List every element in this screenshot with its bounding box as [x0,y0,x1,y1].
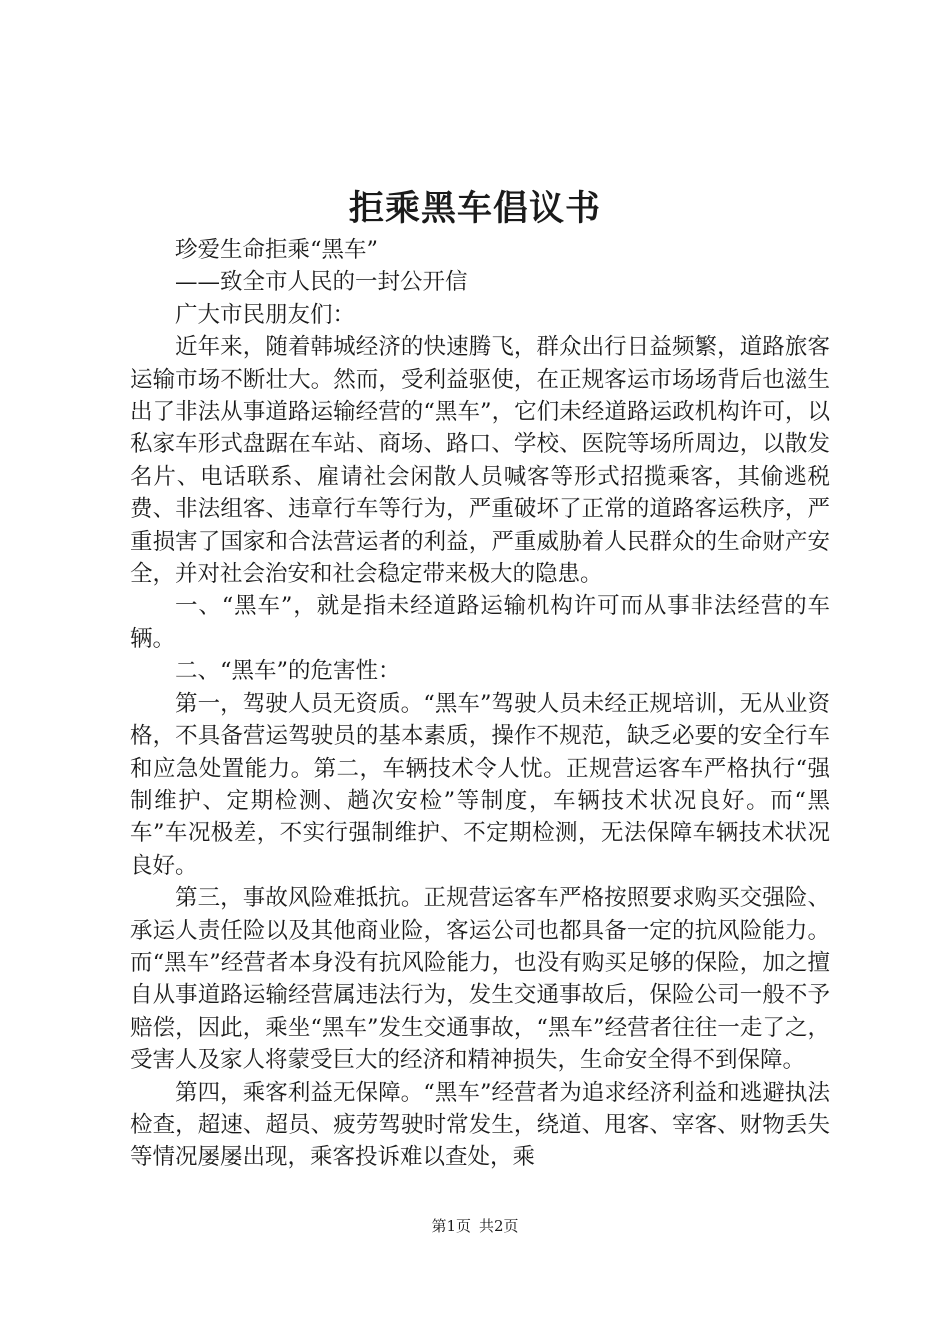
paragraph-hazard-1-2: 第一，驾驶人员无资质。“黑车”驾驶人员未经正规培训，无从业资格，不具备营运驾驶员的基本素质，操作不规范，缺乏必要的安全行车和应急处置能力。第二，车辆技术令人忧。正规营运客车严格执行“强制维护、定期检测、趟次安检”等制度，车辆技术状况良好。而“黑车”车况极差，不实行强制维护、不定期检测，无法保障车辆技术状况良好。 [130,690,830,879]
document-title: 拒乘黑车倡议书 [348,188,601,229]
salutation: 广大市民朋友们： [175,301,356,328]
page-total: 共2页 [479,1217,519,1235]
subtitle-line: 珍爱生命拒乘“黑车” [175,237,379,263]
page-footer [0,1216,950,1236]
paragraph-hazards-heading: 二、“黑车”的危害性： [175,658,401,685]
subtitle-dedication: ——致全市人民的一封公开信 [175,269,468,296]
document-body [130,234,830,1174]
paragraph-definition: 一、“黑车”，就是指未经道路运输机构许可而从事非法经营的车辆。 [130,593,830,652]
paragraph-intro: 近年来，随着韩城经济的快速腾飞，群众出行日益频繁，道路旅客运输市场不断壮大。然而，受利益驱使，在正规客运市场场背后也滋生出了非法从事道路运输经营的“黑车”，它们未经道路运政机构许可，以私家车形式盘踞在车站、商场、路口、学校、医院等场所周边，以散发名片、电话联系、雇请社会闲散人员喊客等形式招揽乘客，其偷逃税费、非法组客、违章行车等行为，严重破坏了正常的道路客运秩序，严重损害了国家和合法营运者的利益，严重威胁着人民群众的生命财产安全，并对社会治安和社会稳定带来极大的隐患。 [130,334,830,588]
paragraph-hazard-4: 第四，乘客利益无保障。“黑车”经营者为追求经济利益和逃避执法检查，超速、超员、疲劳驾驶时常发生，绕道、甩客、宰客、财物丢失等情况屡屡出现，乘客投诉难以查处，乘 [130,1079,830,1171]
paragraph-hazard-3: 第三，事故风险难抵抗。正规营运客车严格按照要求购买交强险、承运人责任险以及其他商业险，客运公司也都具备一定的抗风险能力。而“黑车”经营者本身没有抗风险能力，也没有购买足够的保险，加之擅自从事道路运输经营属违法行为，发生交通事故后，保险公司一般不予赔偿，因此，乘坐“黑车”发生交通事故，“黑车”经营者往往一走了之，受害人及家人将蒙受巨大的经济和精神损失，生命安全得不到保障。 [130,885,830,1074]
page-number: 第1页 [431,1217,471,1235]
